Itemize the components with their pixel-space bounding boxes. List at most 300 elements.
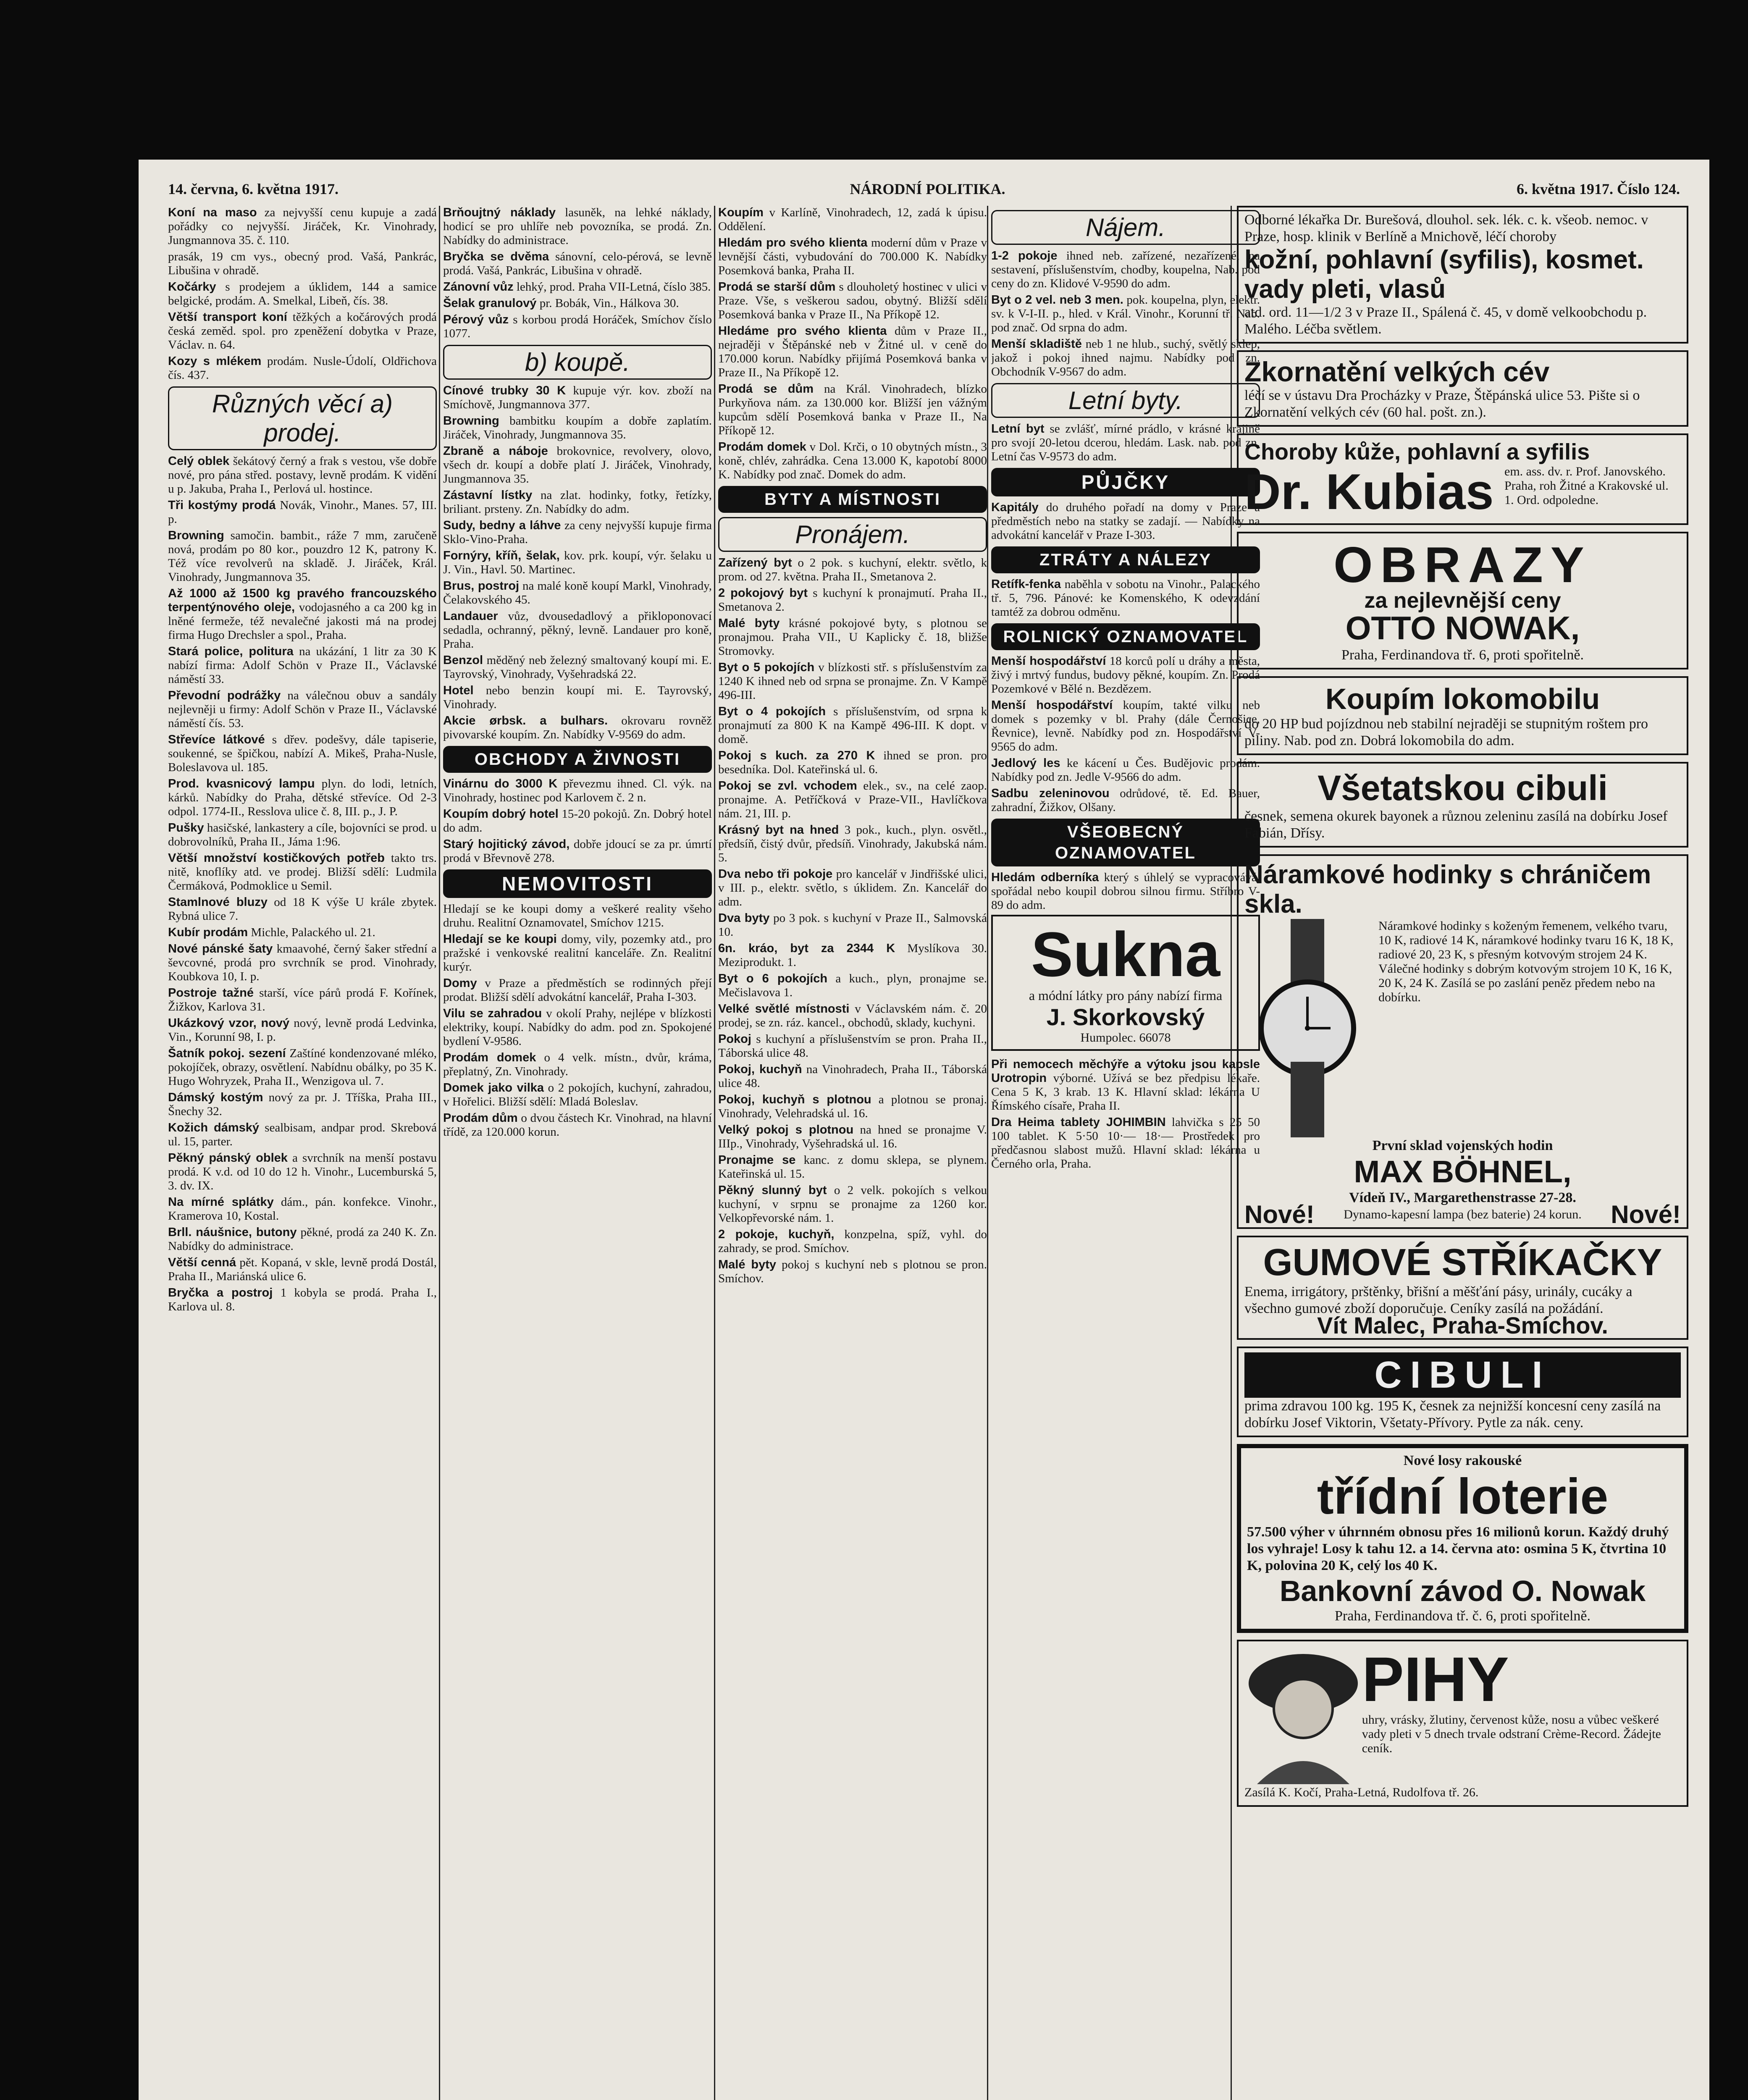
classified-ad (168, 1256, 437, 1284)
classified-ad (168, 1286, 437, 1314)
classified-ad (718, 617, 987, 658)
ad-heading: Zástavní lístky (443, 488, 533, 502)
classified-ad (168, 250, 437, 278)
ad7-note: První sklad vojenských hodin (1372, 1138, 1553, 1153)
section-pujcky: PŮJČKY (991, 468, 1260, 496)
ad-text: s prodejem a úklidem, 144 a samice belgické, prodám. A. Smelkal, Libeň, čís. 38. (168, 280, 437, 307)
newspaper-page (139, 160, 1709, 2100)
ad-text: neb 1 ne hlub., suchý, světlý sklep, jakož i pokoj ihned najmu. Nabídky pod zn. Obchodník V-9567 do adm. (991, 337, 1260, 378)
ad-heading: Převodní podrážky (168, 689, 281, 702)
classified-ad (718, 823, 987, 865)
ad6-headline: Všetatskou cibuli (1318, 768, 1608, 808)
ad-heading: Menší hospodářství (991, 698, 1113, 712)
ad-loterie (1237, 1444, 1688, 1633)
ad-text: v okolí Prahy, nejlépe v blízkosti elektriky, koupí. Nabídky do adm. pod zn. Spokojené bydlení V-9586. (443, 1007, 712, 1048)
column-rule (439, 206, 440, 2100)
header-left: 14. června, 6. května 1917. (168, 181, 339, 197)
column-rule (714, 206, 715, 2100)
classified-ads (168, 454, 437, 1314)
classified-ad (718, 1032, 987, 1060)
section-nemovitosti: NEMOVITOSTI (443, 869, 712, 898)
ad-heading: Velký pokoj s plotnou (718, 1123, 854, 1137)
ad-text: kupuje výr. kov. zboží na Smíchově, Jungmannova 377. (443, 384, 712, 411)
ad1-headline: kožní, pohlavní (syfilis), kosmet. vady pleti, vlasů (1244, 245, 1644, 304)
classified-ad (718, 1258, 987, 1286)
ad-lokomobila (1237, 676, 1688, 755)
classified-ad (443, 1081, 712, 1109)
ad11-headline: PIHY (1362, 1644, 1509, 1714)
ad-heading: Hledám pro svého klienta (718, 236, 868, 249)
ad-text: a plotnou se pronaj. Vinohrady, Velehradská ul. 16. (718, 1093, 987, 1120)
ad-text: Novák, Vinohr., Manes. 57, III. p. (168, 499, 437, 526)
ad1-tail: atd. ord. 11—1/2 3 v Praze II., Spálená č. 45, v domě velkoobchodu p. Malého. Léčba světlem. (1244, 304, 1647, 337)
ad-text: pět. Kopaná, v skle, levně prodá Dostál, Praha II., Mariánská ulice 6. (168, 1256, 437, 1283)
header-right: 6. května 1917. Číslo 124. (1516, 181, 1680, 197)
classified-ad (443, 609, 712, 651)
ad-text: moderní dům v Praze v levnější části, vybudování do 700.000 K. Nabídky Posemková banka, Praha II. (718, 236, 987, 277)
classified-ad (168, 1195, 437, 1223)
ad8-body: Enema, irrigátory, prštěnky, břišní a měšťání pásy, urinály, cucáky a všechno gumové zboží doporučuje. Ceníky zasílá na požádání. (1244, 1284, 1633, 1316)
ad-heading: Brus, postroj (443, 579, 520, 593)
ad-heading: Sadbu zeleninovou (991, 787, 1110, 800)
classified-ad (443, 414, 712, 442)
ad-text: kov. prk. koupí, výr. šelaku u J. Vin., Havl. 50. Martinec. (443, 549, 712, 576)
classified-column-4 (991, 206, 1260, 2100)
classified-ad (718, 1093, 987, 1121)
classified-ad (991, 1058, 1260, 1113)
classified-ad (718, 324, 987, 380)
classified-ad (443, 654, 712, 681)
ad-text: s kuchyní k pronajmutí. Praha II., Smetanova 2. (718, 586, 987, 614)
ad-heading: Pronajme se (718, 1153, 796, 1167)
ad-text: od 18 K výše U krále zbytek. Rybná ulice 7. (168, 895, 437, 923)
classified-ad (168, 1121, 437, 1149)
classified-ad (718, 749, 987, 777)
classified-ad (718, 236, 987, 278)
classified-ad (718, 586, 987, 614)
ad-text: o 2 pokojích, kuchyní, zahradou, v Hořelici. Bližší sdělí: Mladá Boleslav. (443, 1081, 712, 1108)
column-rule (987, 206, 988, 2100)
classified-ads (991, 871, 1260, 912)
ad-text: s dlouholetý hostinec v ulici v Praze. Vše, s veškerou sadou, obytný. Bližší sdělí Posemková banka v Praze II., Na Příkopě 12. (718, 280, 987, 321)
ad-text: bambitku koupím a dobře zaplatím. Jiráček, Vinohrady, Jungmannova 35. (443, 414, 712, 441)
ad-heading: Pokoj se zvl. vchodem (718, 779, 857, 793)
ad-text: za nejvyšší cenu kupuje a zadá pořádky co nejvyšší. Jiráček, Kr. Vinohrady, Jungmannova 35. č. 110. (168, 206, 437, 247)
ad-heading: Šatník pokoj. sezení (168, 1047, 286, 1060)
classified-ad (443, 684, 712, 711)
classified-ad (168, 689, 437, 730)
ad-heading: Prodám dům (443, 1111, 518, 1125)
ad-text: prasák, 19 cm vys., obecný prod. Vašá, Pankrác, Libušina v ohradě. (168, 250, 437, 277)
ad-heading: Hledají se ke koupi (443, 932, 557, 946)
ad-heading: Akcie ørbsk. a bulhars. (443, 714, 608, 727)
classified-ad (443, 837, 712, 865)
ad-text: Michle, Palackého ul. 21. (251, 926, 375, 939)
ad-text: za ceny nejvyšší kupuje firma Sklo-Vino-Praha. (443, 519, 712, 546)
ad-heading: Zařízený byt (718, 556, 792, 570)
page-header (168, 176, 1680, 202)
ad-heading: Malé byty (718, 617, 780, 630)
ad-text: na malé koně koupí Markl, Vinohrady, Čelakovského 45. (443, 579, 712, 606)
classified-ad (443, 488, 712, 516)
ad7-nove-left: Nové! (1244, 1200, 1315, 1228)
ad-text: do druhého pořadí na domy v Praze a předměstích nebo na statky se zadají. — Nabídky na advokátní kancelář v Praze I-303. (991, 501, 1260, 542)
ad-kubias (1237, 433, 1688, 525)
ad-heading: Zánovní vůz (443, 280, 514, 294)
ad-heading: Vinárnu do 3000 K (443, 777, 558, 790)
classified-ad (168, 1047, 437, 1088)
ad-text: na ukázání, 1 litr za 30 K nabízí firma: Adolf Schön v Praze II., Václavské náměstí 33. (168, 645, 437, 686)
ad-text: Myslíkova 30. Meziprodukt. 1. (718, 942, 987, 969)
ad-text: sánovní, celo-pérová, se levně prodá. Vašá, Pankrác, Libušina v ohradě. (443, 250, 712, 277)
ad-heading: Bryčka se dvěma (443, 250, 549, 263)
ad7-body: Náramkové hodinky s koženým řemenem, velkého tvaru, 10 K, radiové 14 K, náramkové hodinky tvaru 16 K, 18 K, radiové 20, 23 K, s přesným kotvovým strojem 24 K. Válečné hodinky s dobrým kotvovým strojem 10 K, 16 K, 20 K, 24 K. Zasílá se po zaslání peněz předem nebo na dobírku. (1378, 919, 1674, 1004)
ad-text: odrůdové, tě. Ed. Bauer, zahradní, Žižkov, Olšany. (991, 787, 1260, 814)
ad7-headline: Náramkové hodinky s chráničem skla. (1244, 860, 1651, 919)
ad-heading: Prodám domek (443, 1051, 536, 1064)
ad-text: šekátový černý a frak s vestou, vše dobře nové, pro pána střed. postavy, levně prodám. K vidění u p. Jakuba, Praha I., Perlová ul. hostince. (168, 454, 437, 496)
classified-ad (718, 942, 987, 969)
ad8-name: Vít Malec, Praha-Smíchov. (1317, 1312, 1608, 1339)
classified-ad (443, 444, 712, 486)
ad-heading: Kapitály (991, 501, 1039, 514)
ad-heading: Vilu se zahradou (443, 1007, 542, 1020)
ad-text: prodám. Nusle-Údolí, Oldřichova čís. 437. (168, 354, 437, 382)
ad-heading: Větší množství kostičkových potřeb (168, 851, 385, 865)
ad-text: nebo benzin koupí mi. E. Tayrovský, Vinohrady. (443, 684, 712, 711)
ad-text: elek., sv., na celé zaop. pronajme. A. Petříčková v Praze-VII., Havlíčkova nám. 21, III. p. (718, 779, 987, 820)
classified-ad (991, 1116, 1260, 1171)
ad-text: na Král. Vinohradech, blízko Purkyňova nám. za 130.000 kor. Bližší jen vážným kupcům sdělí Posemková banka v Praze II., Na Příkopě 12. (718, 382, 987, 437)
ad-heading: Bryčka a postroj (168, 1286, 273, 1299)
ad-text: lasuněk, na lehké náklady, hodicí se pro uhlíře neb povozníka, se prodá. Zn. Nabídky do administrace. (443, 206, 712, 247)
classified-ads (991, 578, 1260, 619)
classified-ad (991, 698, 1260, 754)
ad-heading: Ukázkový vzor, nový (168, 1016, 290, 1030)
ad-heading: Kubír prodám (168, 926, 248, 939)
ad-heading: Prodá se starší dům (718, 280, 836, 294)
ad-heading: 2 pokojový byt (718, 586, 808, 600)
classified-ad (168, 895, 437, 923)
classified-ad (168, 821, 437, 849)
classified-ads (443, 384, 712, 742)
ad-heading: Menší skladiště (991, 337, 1082, 351)
ad-heading: Domy (443, 976, 477, 990)
ad-hodinky (1237, 854, 1688, 1229)
classified-ad (168, 206, 437, 247)
ad-text: pro kancelář v Jindřišské ulici, v III. p., elektr. světlo, s úklidem. Zn. Kancelář do adm. (718, 867, 987, 908)
header-center: NÁRODNÍ POLITIKA. (850, 181, 1005, 197)
classified-ads (991, 422, 1260, 464)
ad-text: na Vinohradech, Praha II., Táborská ulice 48. (718, 1063, 987, 1090)
ad9-tail: prima zdravou 100 kg. 195 K, česnek za nejnižší koncesní ceny zasílá na dobírku Josef Viktorin, Všetaty-Přívory. Pytle za nák. ceny. (1244, 1398, 1661, 1431)
ad-text: domy, vily, pozemky atd., pro pražské i venkovské realitní kanceláře. Zn. Realitní kurýr. (443, 932, 712, 974)
ad7-address: Vídeň IV., Margarethenstrasse 27-28. (1349, 1190, 1576, 1205)
classified-ad (991, 422, 1260, 464)
ad-heading: Koní na maso (168, 206, 257, 219)
section-koupe: b) koupě. (443, 345, 712, 380)
classified-ad (443, 297, 712, 310)
classified-ad (443, 1111, 712, 1139)
ad-text: těžkých a kočárových prodá česká zeměd. spol. pro zpeněžení dobytka v Praze, Václav. n. 64. (168, 310, 437, 352)
ad11-body: uhry, vrásky, žlutiny, červenost kůže, nosu a vůbec veškeré vady pleti v 5 dnech trvale odstraní Crème-Record. Žádejte ceník. (1362, 1713, 1661, 1755)
ad-text: naběhla v sobotu na Vinohr., Palackého tř. 5, 796. Pánové: ke Komenského, K odevzdání tamtéž za dobrou odměnu. (991, 578, 1260, 619)
ad-text: nový, levně prodá Ledvinka, Vin., Korunní 98, I. p. (168, 1016, 437, 1044)
classified-ad (168, 851, 437, 893)
classified-ad (443, 777, 712, 805)
ad-text: pěkné, prodá za 240 K. Zn. Nabídky do administrace. (168, 1226, 437, 1253)
classified-ad (718, 1002, 987, 1030)
classified-ads (991, 501, 1260, 542)
sukna-text: a módní látky pro pány nabízí firma (1029, 988, 1223, 1003)
ad3-name: Dr. Kubias (1244, 464, 1494, 520)
ad-text: v blízkosti stř. s příslušenstvím za 1240 K ihned neb od srpna se pronajme. Zn. V Kampě 496-III. (718, 661, 987, 702)
classified-ad (718, 1123, 987, 1151)
ad-heading: Pokoj (718, 1032, 751, 1046)
classified-ad (168, 733, 437, 774)
ad-heading: Letní byt (991, 422, 1045, 436)
ad-heading: Brll. náušnice, butony (168, 1226, 297, 1239)
ad-text: měděný neb železný smaltovaný koupí mi. E. Tayrovský, Vinohrady, Vyšehradská 22. (443, 654, 712, 681)
ad-text: vůz, dvousedadlový a přikloponovací sedadla, ochranný, pěkný, levně. Landauer pro koně, Praha. (443, 609, 712, 651)
ad-text: v Václavském nám. č. 20 prodej, se zn. ráz. kancel., obchodů, sklady, kuchyni. (718, 1002, 987, 1029)
ad10-lead: Nové losy rakouské (1403, 1453, 1522, 1468)
classified-ad (443, 206, 712, 247)
classified-ad (718, 911, 987, 939)
ad-heading: Na mírné splátky (168, 1195, 274, 1209)
ad-heading: Browning (443, 414, 499, 428)
ad4-headline: OBRAZY (1333, 537, 1592, 593)
classified-ad (991, 501, 1260, 542)
classified-ad (718, 206, 987, 234)
ad-heading: Prodá se dům (718, 382, 814, 396)
classified-ad (168, 499, 437, 526)
classified-ad (443, 250, 712, 278)
ad-text: 1 kobyla se prodá. Praha I., Karlova ul. 8. (168, 1286, 437, 1313)
ad-text: starší, více párů prodá F. Kořínek, Žižkov, Karlova 31. (168, 986, 437, 1013)
ad-heading: Pěkný pánský oblek (168, 1151, 288, 1165)
ad-zkornateni (1237, 350, 1688, 427)
ad-strikacky (1237, 1236, 1688, 1340)
classified-ad (718, 382, 987, 438)
ad-heading: Kozy s mlékem (168, 354, 262, 368)
ad-burešová (1237, 206, 1688, 344)
classified-ad (168, 986, 437, 1014)
classified-ad (443, 549, 712, 577)
classified-ad (991, 578, 1260, 619)
ad-text: po 3 pok. s kuchyní v Praze II., Salmovská 10. (718, 911, 987, 939)
ad-text: v Dol. Krči, o 10 obytných místn., 3 koně, chlév, zahrádka. Cena 13.000 K, kapotobí 8000 K. Nabídky pod znač. Domek do adm. (718, 440, 987, 481)
classified-ad (443, 807, 712, 835)
ad-heading: Stará police, politura (168, 645, 294, 658)
section-ztraty: ZTRÁTY A NÁLEZY (991, 546, 1260, 573)
ad-heading: Fornýry, kříň, šelak, (443, 549, 560, 562)
ad5-headline: Koupím lokomobilu (1325, 682, 1600, 715)
ad-text: s kuchyní a příslušenstvím se pron. Praha II., Táborská ulice 48. (718, 1032, 987, 1060)
sukna-title: Sukna (1031, 919, 1220, 990)
classified-ad (443, 932, 712, 974)
classified-ads (718, 556, 987, 1286)
ad7-lamp: Dynamo-kapesní lampa (bez baterie) 24 korun. (1344, 1208, 1582, 1221)
section-rolnicky: ROLNICKÝ OZNAMOVATEL (991, 623, 1260, 650)
ad-text: 15-20 pokojů. Zn. Dobrý hotel do adm. (443, 807, 712, 835)
ad-heading: Malé byty (718, 1258, 777, 1271)
ad-text: se zvlášť, mírné prádlo, v krásné krajině pro svojí 20-letou dcerou, hledám. Lask. nab. pod zn. Letní čas V-9573 do adm. (991, 422, 1260, 463)
ad-text: 3 pok., kuch., plyn. osvětl., předsíň, čistý dvůr, předsíň. Vinohrady, Jakubská nám. 5. (718, 823, 987, 864)
classified-ad (443, 976, 712, 1004)
classified-ads (443, 902, 712, 1139)
ad-text: kanc. z domu sklepa, se plynem. Kateřinská ul. 15. (718, 1153, 987, 1181)
classified-ad (168, 645, 437, 686)
classified-ads (991, 1058, 1260, 1171)
classified-ad (168, 354, 437, 382)
ad-text: pok. koupelna, plyn, elektr. sv. k V-I-II. p., hled. v Král. Vinohr., Korunní tř. Nab. pod znač. Od srpna do adm. (991, 293, 1260, 334)
ad-text: dobře jdoucí se za pr. úmrtí prodá v Břevnově 278. (443, 837, 712, 865)
classified-ad (718, 1228, 987, 1255)
ad-heading: Starý hojitický závod, (443, 837, 570, 851)
ad4-name: OTTO NOWAK, (1345, 609, 1580, 646)
ad-text: s dřev. podešvy, dále tapiserie, soukenné, se špičkou, nabízí A. Mikeš, Praha-Nusle, Boleslavova ul. 185. (168, 733, 437, 774)
ad-heading: Velké světlé místnosti (718, 1002, 850, 1016)
classified-ad (718, 1153, 987, 1181)
ad-text: s korbou prodá Horáček, Smíchov číslo 1077. (443, 313, 712, 340)
ad-text: o 2 velk. pokojích s velkou kuchyní, v srpnu se pronajme za 1260 kor. Velkopřevorské nám. 1. (718, 1184, 987, 1225)
ad-heading: Celý oblek (168, 454, 230, 468)
ad-text: na zlat. hodinky, fotky, řetízky, briliant. prsteny. Zn. Nabídky do adm. (443, 488, 712, 516)
classified-ad (991, 787, 1260, 814)
ad-heading: Koupím (718, 206, 764, 219)
ad-heading: Sudy, bedny a láhve (443, 519, 561, 532)
classified-column-3 (718, 206, 987, 2100)
classified-ad (168, 1091, 437, 1118)
ad-heading: Tři kostýmy prodá (168, 499, 276, 512)
section-letni-byty: Letní byty. (991, 383, 1260, 418)
ad-heading: Dámský kostým (168, 1091, 263, 1104)
ad-text: lehký, prod. Praha VII-Letná, číslo 385. (516, 280, 711, 294)
ad6-tail: česnek, semena okurek bayonek a různou zeleninu zasílá na dobírku Josef Fabián, Dřísy. (1244, 808, 1668, 841)
ad-text: hasičské, lankastery a cíle, bojovníci se prod. u dobrovolníků, Praha II., Jáma 1:96. (168, 821, 437, 848)
ad-heading: Při nemocech měchýře a výtoku jsou kapsle Urotropin (991, 1058, 1260, 1085)
classified-ad (168, 1151, 437, 1193)
ad10-body: 57.500 výher v úhrnném obnosu přes 16 milionů korun. Každý druhý los vyhraje! Losy k tahu 12. a 14. června ato: osmina 5 K, čtvrtina 10 K, polovina 20 K, celý los 40 K. (1247, 1524, 1669, 1573)
section-pronajem: Pronájem. (718, 517, 987, 552)
ad-text: převezmu ihned. Cl. výk. na Vinohrady, hostinec pod Karlovem č. 2 n. (443, 777, 712, 804)
ad-text: vodojasného a ca 200 kg in lněné fermeže, též nevalečné jakosti má na prodej firma Hugo Drechsler a spol., Praha. (168, 601, 437, 642)
ad-heading: Postroje tažné (168, 986, 254, 1000)
classified-ads (443, 777, 712, 865)
ad-text: pr. Bobák, Vin., Hálkova 30. (539, 297, 679, 310)
classified-ad (443, 1007, 712, 1048)
ad-text: plyn. do lodi, letních, kárků. Nabídky do Praha, dětské střevíce. Od 2-3 odpol. 1774-II., Resslova ulice č. 8, III. p., J. P. (168, 777, 437, 818)
sukna-firm: J. Skorkovský (1046, 1004, 1205, 1030)
ad-text: Zaštíné kondenzované mléko, pokojíček, obrazy, osvětlení. Nabídnu obálky, po 35 K. Hugo Wohryzek, Praha II., Wenzigova ul. 7. (168, 1047, 437, 1088)
ad-heading: Prod. kvasnicový lampu (168, 777, 315, 790)
classified-ad (718, 867, 987, 909)
ad-heading: Hotel (443, 684, 474, 697)
ad7-name: MAX BÖHNEL, (1354, 1154, 1572, 1189)
sukna-ad (991, 915, 1260, 1051)
ad7-nove-right: Nové! (1611, 1200, 1681, 1228)
section-byty: BYTY A MÍSTNOSTI (718, 486, 987, 513)
ad4-tail: Praha, Ferdinandova tř. 6, proti spořitelně. (1341, 647, 1584, 663)
classified-ad (991, 293, 1260, 335)
ad-text: a svrchník na menší postavu prodá. K v.d. od 10 do 12 h. Vinohr., Lucemburská 5, 3. dv. IX. (168, 1151, 437, 1192)
classified-ad (718, 1063, 987, 1090)
ad-heading: Koupím dobrý hotel (443, 807, 559, 821)
ad-text: o 2 pok. s kuchyní, elektr. světlo, k prom. od 27. května. Praha II., Smetanova 2. (718, 556, 987, 583)
classified-ad (168, 529, 437, 584)
classified-ad (443, 902, 712, 930)
classified-ad (168, 310, 437, 352)
ad-heading: Kočárky (168, 280, 216, 294)
classified-ads (718, 206, 987, 482)
ad-text: ihned neb. zařízené, nezařízené, na sestavení, příslušenstvím, chodby, koupelna, Nab. pod ceny do zn. Klidové V-9590 do adm. (991, 249, 1260, 290)
ad-text: okrovaru rovněž pivovarské koupím. Zn. Nabídky V-9569 do adm. (443, 714, 712, 741)
classified-ad (718, 972, 987, 1000)
classified-ad (718, 705, 987, 746)
ad-heading: 2 pokoje, kuchyň, (718, 1228, 835, 1241)
ad2-tail: léčí se v ústavu Dra Procházky v Praze, Štěpánská ulice 53. Pište si o Zkornatění velkých cév (60 hal. pošt. zn.). (1244, 388, 1640, 420)
classified-ad (718, 661, 987, 702)
classified-ad (991, 249, 1260, 291)
ad-text: krásné pokojové byty, s plotnou se pronajmou. Praha VII., U Kaplicky č. 18, bližše Stromovky. (718, 617, 987, 658)
classified-ad (443, 280, 712, 294)
ad-heading: Byt o 6 pokojích (718, 972, 828, 985)
ad-heading: Retífk-fenka (991, 578, 1061, 591)
ad-text: dům v Praze II., nejraději v Štěpánské neb v Žitné ul. v ceně do 170.000 korun. Nabídky přijímá Posemková banka v Praze II., Na Příkopě 12. (718, 324, 987, 379)
ad-heading: 1-2 pokoje (991, 249, 1058, 262)
classified-ad (443, 384, 712, 412)
classified-ad (991, 654, 1260, 696)
section-obchody: OBCHODY A ŽIVNOSTI (443, 746, 712, 773)
ad2-headline: Zkornatění velkých cév (1244, 356, 1550, 387)
ad-text: kmaavohé, černý šaker střední a ševcovné, prodá pro svrchník se prod. Vinohrady, Koubkova 10, I. p. (168, 942, 437, 983)
ad-text: s příslušenstvím, od srpna k pronajmutí za 800 K na Kampě 496-III. K dopt. v domě. (718, 705, 987, 746)
ad-heading: Menší hospodářství (991, 654, 1106, 668)
ad-heading: Hledáme pro svého klienta (718, 324, 887, 338)
classified-ad (443, 579, 712, 607)
ad-heading: Landauer (443, 609, 498, 623)
sukna-place: Humpolec. 66078 (1080, 1031, 1171, 1045)
classified-column-2 (443, 206, 712, 2100)
ad-heading: Krásný byt na hned (718, 823, 839, 837)
display-ads-column (1237, 206, 1688, 2100)
ad-heading: Cínové trubky 30 K (443, 384, 566, 397)
classified-ad (168, 926, 437, 940)
classified-ads (443, 206, 712, 341)
ad11-address: Zasílá K. Kočí, Praha-Letná, Rudolfova tř. 26. (1244, 1785, 1479, 1799)
portrait-image (1244, 1646, 1362, 1784)
classified-ad (168, 777, 437, 819)
wristwatch-image (1244, 919, 1370, 1137)
classified-column-1 (168, 206, 437, 2100)
ad-heading: Kožich dámský (168, 1121, 260, 1134)
classified-ad (718, 280, 987, 322)
ad-text: koupím, takté vilku neb domek s pozemky v bl. Prahy (dále Černošice, Řevnice), levně. Nabídky pod zn. Hospodářství V-9565 do adm. (991, 698, 1260, 753)
ad-heading: Nové pánské šaty (168, 942, 273, 956)
ad-cibuli (1237, 1347, 1688, 1437)
classified-ad (443, 313, 712, 341)
classified-ad (443, 1051, 712, 1079)
ad-text: Hledají se ke koupi domy a veškeré reality všeho druhu. Realitní Oznamovatel, Smíchov 1215. (443, 902, 712, 929)
ad-text: konzpelna, spíž, vyhl. do zahrady, se prod. Smíchov. (718, 1228, 987, 1255)
ad-text: lahvička s 25 50 100 tablet. K 5·50 10·— 18·— Prostředek pro předčasnou slabost mužů. Hlavní sklad: lékárna u Černého orla, Praha. (991, 1116, 1260, 1171)
ad10-headline: třídní loterie (1317, 1468, 1609, 1525)
section-vseobecny: VŠEOBECNÝ OZNAMOVATEL (991, 819, 1260, 866)
ad-heading: Pokoj, kuchyň (718, 1063, 802, 1076)
section-najem: Nájem. (991, 210, 1260, 245)
ad-text: pokoj s kuchyní neb s plotnou se pron. Smíchov. (718, 1258, 987, 1285)
